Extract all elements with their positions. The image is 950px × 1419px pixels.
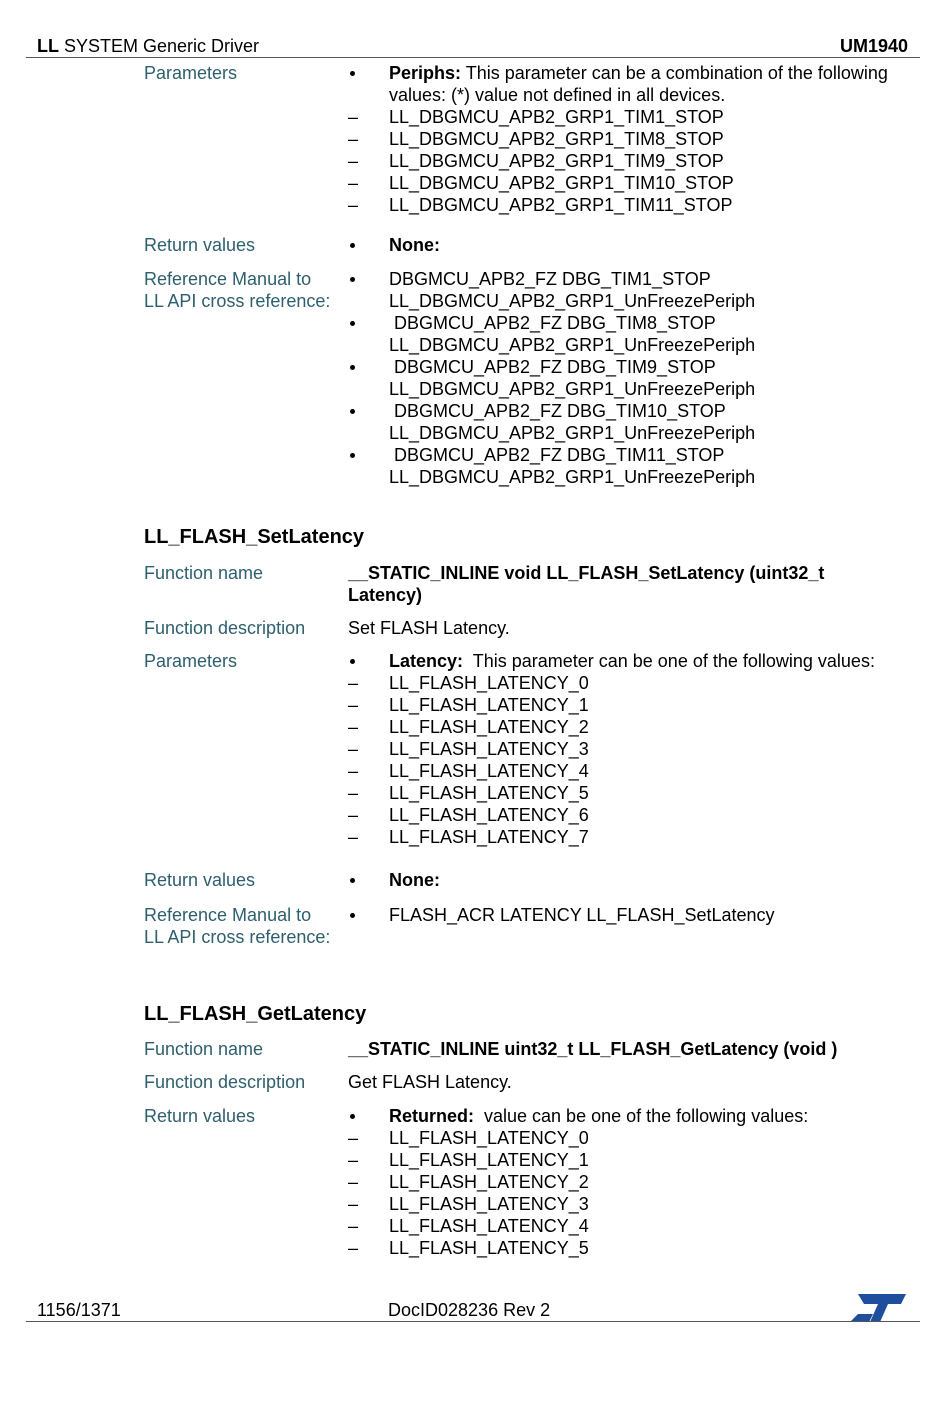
param-option-text: LL_DBGMCU_APB2_GRP1_TIM8_STOP: [389, 129, 724, 149]
dash-icon: –: [348, 717, 359, 737]
param-option: [348, 106, 918, 128]
dash-icon: –: [348, 1128, 359, 1148]
param-option: [348, 194, 918, 216]
st-logo-icon: [850, 1290, 908, 1331]
param-option: [348, 804, 928, 826]
param-desc: This parameter can be one of the following values:: [463, 651, 875, 671]
return-item: [348, 234, 918, 256]
param-option: [348, 716, 928, 738]
param-option-text: LL_FLASH_LATENCY_7: [389, 827, 589, 847]
param-option-text: LL_FLASH_LATENCY_4: [389, 761, 589, 781]
return-text: None:: [389, 235, 440, 255]
header-title: [37, 36, 259, 57]
dash-icon: –: [348, 695, 359, 715]
return-option: [348, 1193, 918, 1215]
ref-function: LL_DBGMCU_APB2_GRP1_UnFreezePeriph: [389, 467, 756, 487]
dash-icon: –: [348, 1216, 359, 1236]
ref-label: Reference Manual to LL API cross reference:: [144, 905, 331, 947]
return-value: [348, 234, 918, 256]
ref-value: [348, 904, 918, 926]
return-item: [348, 1105, 918, 1127]
ref-register: DBGMCU_APB2_FZ DBG_TIM11_STOP: [389, 445, 725, 465]
param-option: [348, 150, 918, 172]
section-title-set-latency: LL_FLASH_SetLatency: [144, 526, 365, 548]
ref-function: LL_DBGMCU_APB2_GRP1_UnFreezePeriph: [389, 379, 756, 399]
fn-name-value: __STATIC_INLINE void LL_FLASH_SetLatency (uint32_t Latency): [348, 563, 825, 605]
return-option: [348, 1171, 918, 1193]
ref-item: [348, 400, 918, 444]
return-option: [348, 1149, 918, 1171]
param-option: [348, 760, 928, 782]
param-name: Latency:: [389, 651, 464, 671]
param-option-text: LL_DBGMCU_APB2_GRP1_TIM9_STOP: [389, 151, 724, 171]
fn-name-label: Function name: [144, 563, 264, 583]
ref-function: LL_DBGMCU_APB2_GRP1_UnFreezePeriph: [389, 335, 756, 355]
return-label: Return values: [144, 870, 256, 890]
param-item: [348, 650, 928, 672]
ref-label: Reference Manual to LL API cross reference:: [144, 269, 331, 311]
section-title-get-latency: LL_FLASH_GetLatency: [144, 1003, 367, 1025]
return-option-text: LL_FLASH_LATENCY_2: [389, 1172, 589, 1192]
param-option: [348, 128, 918, 150]
ref-item: [348, 356, 918, 400]
ref-register: DBGMCU_APB2_FZ DBG_TIM9_STOP: [389, 357, 716, 377]
ref-register: DBGMCU_APB2_FZ DBG_TIM10_STOP: [389, 401, 726, 421]
return-option-text: LL_FLASH_LATENCY_1: [389, 1150, 589, 1170]
doc-id: DocID028236 Rev 2: [388, 1300, 551, 1320]
header-title-rest: SYSTEM Generic Driver: [59, 36, 260, 56]
fn-name-value: __STATIC_INLINE uint32_t LL_FLASH_GetLatency (void ): [348, 1039, 838, 1059]
dash-icon: –: [348, 827, 359, 847]
return-value: [348, 869, 918, 891]
param-option-text: LL_FLASH_LATENCY_3: [389, 739, 589, 759]
param-option-text: LL_DBGMCU_APB2_GRP1_TIM1_STOP: [389, 107, 724, 127]
param-option-text: LL_FLASH_LATENCY_0: [389, 673, 589, 693]
dash-icon: –: [348, 1194, 359, 1214]
return-option-text: LL_FLASH_LATENCY_4: [389, 1216, 589, 1236]
params-label: Parameters: [144, 651, 238, 671]
dash-icon: –: [348, 783, 359, 803]
param-option-text: LL_FLASH_LATENCY_6: [389, 805, 589, 825]
dash-icon: –: [348, 173, 359, 193]
fn-name-label: Function name: [144, 1039, 264, 1059]
ref-value: [348, 268, 918, 488]
dash-icon: –: [348, 1172, 359, 1192]
param-name: Periphs:: [389, 63, 462, 83]
ref-item: [348, 904, 918, 926]
param-option: [348, 782, 928, 804]
return-item: [348, 869, 918, 891]
param-option-text: LL_FLASH_LATENCY_5: [389, 783, 589, 803]
dash-icon: –: [348, 107, 359, 127]
param-option: [348, 172, 918, 194]
params-label: Parameters: [144, 63, 238, 83]
return-desc: value can be one of the following values:: [474, 1106, 809, 1126]
param-option-text: LL_DBGMCU_APB2_GRP1_TIM11_STOP: [389, 195, 733, 215]
param-option-text: LL_FLASH_LATENCY_2: [389, 717, 589, 737]
return-option: [348, 1127, 918, 1149]
return-option-text: LL_FLASH_LATENCY_3: [389, 1194, 589, 1214]
return-text: None:: [389, 870, 440, 890]
dash-icon: –: [348, 739, 359, 759]
dash-icon: –: [348, 761, 359, 781]
param-item: [348, 62, 918, 106]
param-option-text: LL_DBGMCU_APB2_GRP1_TIM10_STOP: [389, 173, 734, 193]
doc-number: UM1940: [839, 36, 908, 56]
return-label: Return values: [144, 235, 256, 255]
page-footer: [37, 1298, 908, 1322]
header-rule: [26, 57, 920, 58]
return-option-text: LL_FLASH_LATENCY_5: [389, 1238, 589, 1258]
dash-icon: –: [348, 673, 359, 693]
footer-rule: [26, 1321, 920, 1322]
dash-icon: –: [348, 1150, 359, 1170]
page-number: 1156/1371: [37, 1300, 121, 1320]
fn-desc-value: Set FLASH Latency.: [348, 618, 510, 638]
dash-icon: –: [348, 151, 359, 171]
param-option: [348, 694, 928, 716]
ref-function: LL_DBGMCU_APB2_GRP1_UnFreezePeriph: [389, 423, 756, 443]
dash-icon: –: [348, 129, 359, 149]
ref-item: [348, 444, 918, 488]
return-name: Returned:: [389, 1106, 474, 1126]
param-option: [348, 826, 928, 848]
return-option: [348, 1237, 918, 1259]
param-desc: This parameter can be a combination of the following values: (*) value not defined in all devices.: [389, 63, 888, 105]
params-value: [348, 650, 928, 848]
param-option: [348, 672, 928, 694]
ref-function: LL_DBGMCU_APB2_GRP1_UnFreezePeriph: [389, 291, 756, 311]
param-option-text: LL_FLASH_LATENCY_1: [389, 695, 589, 715]
param-option: [348, 738, 928, 760]
ref-item: [348, 312, 918, 356]
fn-desc-value: Get FLASH Latency.: [348, 1072, 512, 1092]
header-title-bold: LL: [37, 36, 59, 56]
return-value: [348, 1105, 918, 1259]
ref-register: DBGMCU_APB2_FZ DBG_TIM8_STOP: [389, 313, 716, 333]
page-header: [37, 36, 908, 58]
params-value: [348, 62, 918, 216]
ref-item: [348, 268, 918, 312]
return-option: [348, 1215, 918, 1237]
ref-text: FLASH_ACR LATENCY LL_FLASH_SetLatency: [389, 905, 775, 925]
ref-register: DBGMCU_APB2_FZ DBG_TIM1_STOP: [389, 269, 711, 289]
dash-icon: –: [348, 805, 359, 825]
fn-desc-label: Function description: [144, 1072, 306, 1092]
return-label: Return values: [144, 1106, 256, 1126]
dash-icon: –: [348, 195, 359, 215]
fn-desc-label: Function description: [144, 618, 306, 638]
return-option-text: LL_FLASH_LATENCY_0: [389, 1128, 589, 1148]
dash-icon: –: [348, 1238, 359, 1258]
